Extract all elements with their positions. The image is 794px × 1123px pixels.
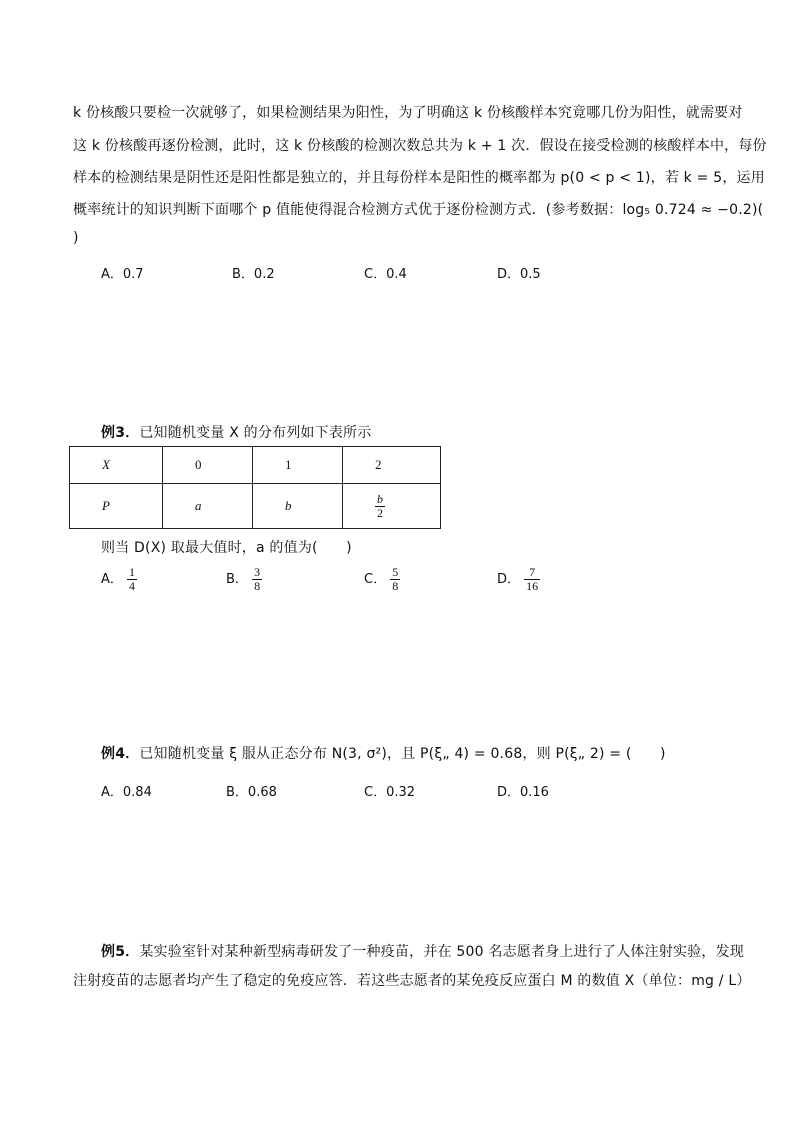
option-letter: D． — [497, 572, 521, 587]
fraction-denominator: 4 — [129, 579, 136, 593]
fraction — [375, 493, 385, 520]
q2-option-a: A．0.7 — [101, 267, 144, 282]
q2-line-4: 概率统计的知识判断下面哪个 p 值能使得混合检测方式优于逐份检测方式．(参考数据：log₅ 0.724 ≈ −0.2)( — [73, 202, 764, 218]
fraction-numerator: 3 — [254, 565, 261, 579]
table-row — [70, 447, 441, 484]
q2-line-3: 样本的检测结果是阴性还是阳性都是独立的，并且每份样本是阳性的概率都为 p(0 < p < 1)，若 k = 5，运用 — [73, 170, 765, 186]
fraction — [252, 566, 262, 593]
q4-heading — [101, 743, 666, 763]
table-cell: b — [253, 484, 343, 529]
table-row — [70, 484, 441, 529]
option-letter: C． — [364, 572, 387, 587]
fraction-denominator: 16 — [526, 579, 539, 593]
q5-line-2: 注射疫苗的志愿者均产生了稳定的免疫应答．若这些志愿者的某免疫反应蛋白 M 的数值 X（单位：mg / L） — [73, 973, 751, 989]
q3-option-b — [226, 566, 262, 593]
q3-question: 则当 D(X) 取最大值时，a 的值为( ) — [101, 540, 352, 556]
fraction-denominator: 8 — [254, 579, 261, 593]
fraction — [127, 566, 137, 593]
q3-heading — [101, 422, 371, 442]
q2-line-1: k 份核酸只要检一次就够了，如果检测结果为阳性，为了明确这 k 份核酸样本究竟哪几份为阳性，就需要对 — [73, 105, 743, 121]
q2-option-c: C．0.4 — [364, 267, 407, 282]
table-cell: 2 — [343, 447, 441, 484]
fraction-numerator: 7 — [529, 565, 536, 579]
option-letter: B． — [226, 572, 248, 587]
q2-option-d: D．0.5 — [497, 267, 541, 282]
q3-option-a — [101, 566, 137, 593]
fraction — [524, 566, 540, 593]
fraction-denominator: 2 — [377, 505, 383, 520]
distribution-table — [69, 446, 441, 529]
q2-option-b: B．0.2 — [232, 267, 275, 282]
table-cell: 0 — [163, 447, 253, 484]
q4-option-a: A．0.84 — [101, 785, 152, 800]
q5-heading — [101, 941, 744, 961]
q4-stem: 已知随机变量 ξ 服从正态分布 N(3, σ²)，且 P(ξ„ 4) = 0.68，则 P(ξ„ 2) = ( ) — [139, 746, 666, 762]
fraction-denominator: 8 — [392, 579, 399, 593]
q2-line-5: ) — [73, 230, 79, 246]
fraction — [390, 566, 400, 593]
q2-line-2: 这 k 份核酸再逐份检测，此时，这 k 份核酸的检测次数总共为 k + 1 次．假设在接受检测的核酸样本中，每份 — [73, 138, 767, 154]
q3-option-c — [364, 566, 400, 593]
q5-label: 例5． — [101, 944, 140, 960]
q4-option-c: C．0.32 — [364, 785, 416, 800]
table-cell: P — [70, 484, 163, 529]
q3-stem: 已知随机变量 X 的分布列如下表所示 — [139, 425, 372, 441]
q4-option-d: D．0.16 — [497, 785, 549, 800]
table-cell — [343, 484, 441, 529]
fraction-numerator: 5 — [392, 565, 399, 579]
q5-line-1: 某实验室针对某种新型病毒研发了一种疫苗，并在 500 名志愿者身上进行了人体注射实验，发现 — [139, 944, 744, 960]
q3-label: 例3． — [101, 425, 140, 441]
q3-option-d — [497, 566, 540, 593]
fraction-numerator: b — [377, 491, 383, 506]
q4-option-b: B．0.68 — [226, 785, 277, 800]
q4-label: 例4． — [101, 746, 140, 762]
fraction-numerator: 1 — [129, 565, 136, 579]
table-cell: 1 — [253, 447, 343, 484]
table-cell: a — [163, 484, 253, 529]
option-letter: A． — [101, 572, 123, 587]
table-cell: X — [70, 447, 163, 484]
